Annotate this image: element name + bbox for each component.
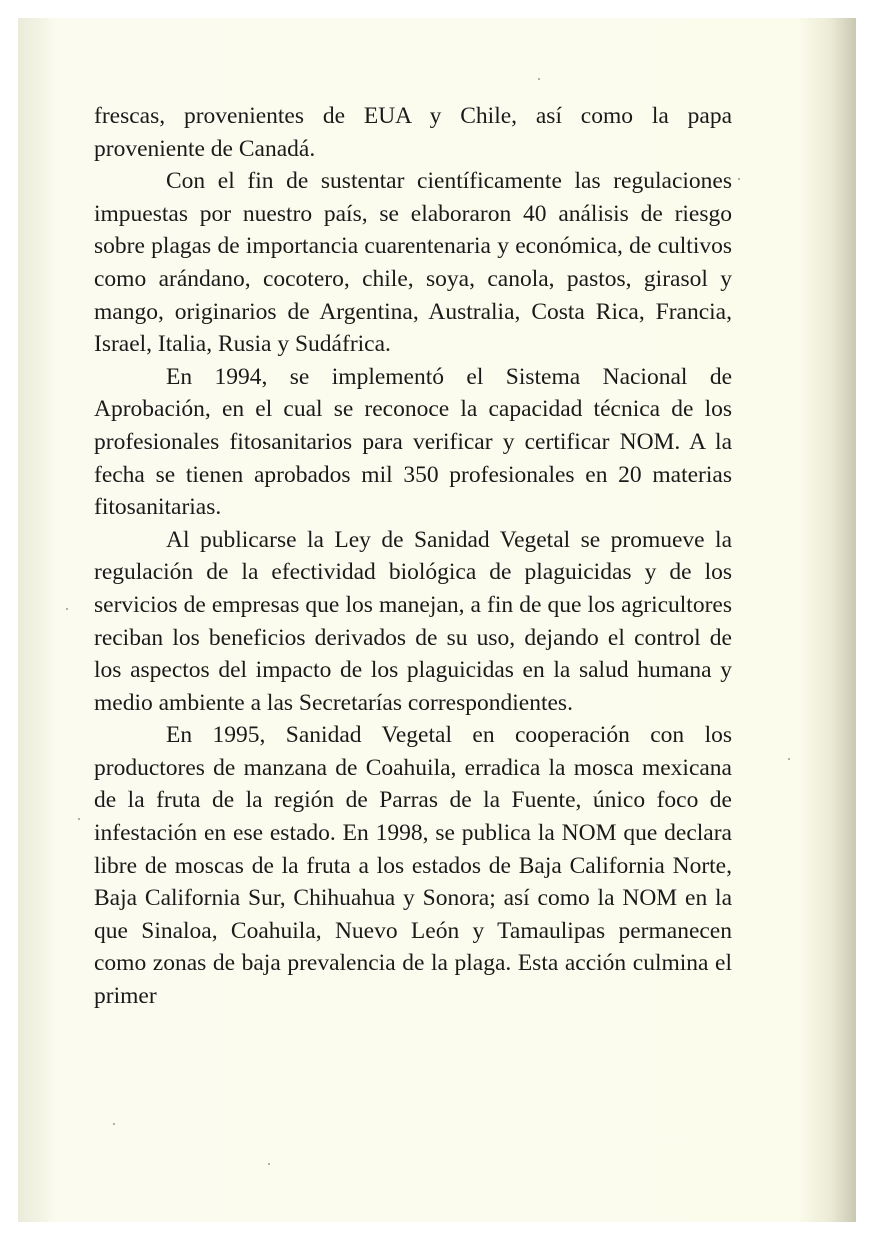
scan-speck [268,1163,270,1165]
scan-speck [538,78,540,80]
paragraph-approval-system: En 1994, se implementó el Sistema Nacional de Aprobación, en el cual se reconoce la capacidad técnica de los profesionales fitosanitarios para verificar y certificar NOM. A la fecha se tienen aprobados mil 350 profesionales en 20 materias fitosanitarias. [94,363,732,521]
paragraph-plant-health-law: Al publicarse la Ley de Sanidad Vegetal se promueve la regulación de la efectividad biológica de plaguicidas y de los servicios de empresas que los manejan, a fin de que los agricultores reciban los beneficios derivados de su uso, dejando el control de los aspectos del impacto de los plaguicidas en la salud humana y medio ambiente a las Secretarías correspondientes. [94,526,732,716]
scan-speck [113,1123,115,1125]
paragraph-risk-analysis: Con el fin de sustentar científicamente las regulaciones impuestas por nuestro país, se elaboraron 40 análisis de riesgo sobre plagas de importancia cuarentenaria y económica, de cultivos como arándano, cocotero, chile, soya, canola, pastos, girasol y mango, originarios de Argentina, Australia, Costa Rica, Francia, Israel, Italia, Rusia y Sudáfrica. [94,168,732,358]
paragraph-continuation: frescas, provenientes de EUA y Chile, así como la papa proveniente de Canadá. [94,103,732,162]
scan-speck [788,758,790,760]
paragraph-fruit-fly: En 1995, Sanidad Vegetal en cooperación con los productores de manzana de Coahuila, erradica la mosca mexicana de la fruta de la región de Parras de la Fuente, único foco de infestación en ese estado. En 1998, se publica la NOM que declara libre de moscas de la fruta a los estados de Baja California Norte, Baja California Sur, Chihuahua y Sonora; así como la NOM en la que Sinaloa, Coahuila, Nuevo León y Tamaulipas permanecen como zonas de baja prevalencia de la plaga. Esta acción culmina el primer [94,722,732,1010]
scanned-page [18,18,856,1222]
body-text [94,100,732,1013]
scan-speck [78,818,80,820]
scan-speck [738,178,740,180]
scan-speck [66,608,68,610]
